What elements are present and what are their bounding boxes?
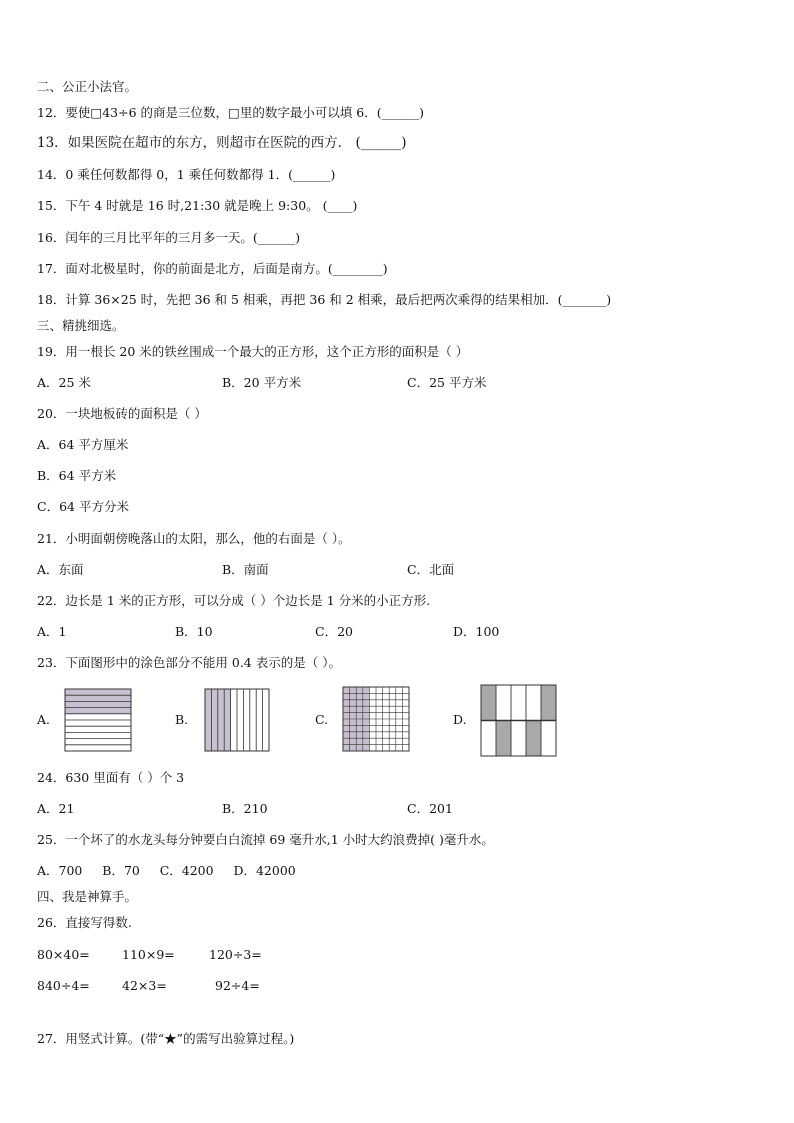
q19-option-a: A．25 米 <box>37 375 91 390</box>
q24-option-a: A．21 <box>37 801 75 816</box>
shaded-cell <box>526 721 541 757</box>
calc-item: 120÷3= <box>209 947 262 962</box>
question-18: 18．计算 36×25 时，先把 36 和 5 相乘，再把 36 和 2 相乘，最后把两次乘得的结果相加．(_______) <box>37 292 612 307</box>
q24-option-b: B．210 <box>222 801 268 816</box>
q20-option-a: A．64 平方厘米 <box>37 437 129 452</box>
q21-option-c: C．北面 <box>407 562 455 577</box>
question-17: 17．面对北极星时，你的前面是北方，后面是南方。(________) <box>37 261 388 276</box>
question-19: 19．用一根长 20 米的铁丝围成一个最大的正方形，这个正方形的面积是（ ） <box>37 344 469 359</box>
section-heading-choice: 三、精挑细选。 <box>37 318 125 333</box>
section-heading-calc: 四、我是神算手。 <box>37 889 138 904</box>
q20-option-c: C．64 平方分米 <box>37 499 129 514</box>
q22-option-b: B．10 <box>175 624 213 639</box>
question-12: 12．要使□43÷6 的商是三位数，□里的数字最小可以填 6．(______) <box>37 105 425 120</box>
question-27: 27．用竖式计算。(带“★”的需写出验算过程。) <box>37 1031 295 1046</box>
q24-option-c: C．201 <box>407 801 453 816</box>
question-20: 20．一块地板砖的面积是（ ） <box>37 406 207 421</box>
question-14: 14．0 乘任何数都得 0，1 乘任何数都得 1．(______) <box>37 167 336 182</box>
q19-option-c: C．25 平方米 <box>407 375 487 390</box>
q20-option-b: B．64 平方米 <box>37 468 117 483</box>
question-22: 22．边长是 1 米的正方形，可以分成（ ）个边长是 1 分米的小正方形. <box>37 593 431 608</box>
question-23: 23．下面图形中的涂色部分不能用 0.4 表示的是（ ）。 <box>37 655 341 670</box>
question-15: 15．下午 4 时就是 16 时,21:30 就是晚上 9:30。 (____) <box>37 198 358 213</box>
question-21: 21．小明面朝傍晚落山的太阳，那么，他的右面是（ ）。 <box>37 531 351 546</box>
q23-figure-a <box>63 687 133 753</box>
shaded-cell <box>496 721 511 757</box>
question-25: 25．一个坏了的水龙头每分钟要白白流掉 69 毫升水,1 小时大约浪费掉( )毫升水。 <box>37 832 494 847</box>
question-24: 24．630 里面有（ ）个 3 <box>37 770 185 785</box>
q22-option-d: D．100 <box>453 624 500 639</box>
question-16: 16．闰年的三月比平年的三月多一天。(______) <box>37 230 301 245</box>
calc-item: 92÷4= <box>215 978 260 993</box>
q22-option-a: A．1 <box>37 624 67 639</box>
q23-figure-b <box>203 687 271 753</box>
q23-figure-c <box>341 685 411 753</box>
q23-option-c-label: C. <box>315 712 329 727</box>
q23-figure-d <box>479 683 558 758</box>
q25-options: A．700 B．70 C．4200 D．42000 <box>37 863 296 878</box>
calc-item: 840÷4= <box>37 978 90 993</box>
q21-option-b: B．南面 <box>222 562 269 577</box>
question-13: 13．如果医院在超市的东方，则超市在医院的西方． (______) <box>37 135 407 151</box>
calc-item: 42×3= <box>122 978 167 993</box>
calc-item: 80×40= <box>37 947 90 962</box>
shaded-cell <box>541 685 556 721</box>
q23-option-d-label: D. <box>453 712 467 727</box>
q21-option-a: A．东面 <box>37 562 84 577</box>
q22-option-c: C．20 <box>315 624 353 639</box>
section-heading-judge: 二、公正小法官。 <box>37 79 138 94</box>
shaded-cell <box>481 685 496 721</box>
q19-option-b: B．20 平方米 <box>222 375 302 390</box>
q23-option-a-label: A. <box>37 712 51 727</box>
q23-option-b-label: B. <box>175 712 189 727</box>
question-26: 26．直接写得数. <box>37 915 132 930</box>
calc-item: 110×9= <box>122 947 175 962</box>
